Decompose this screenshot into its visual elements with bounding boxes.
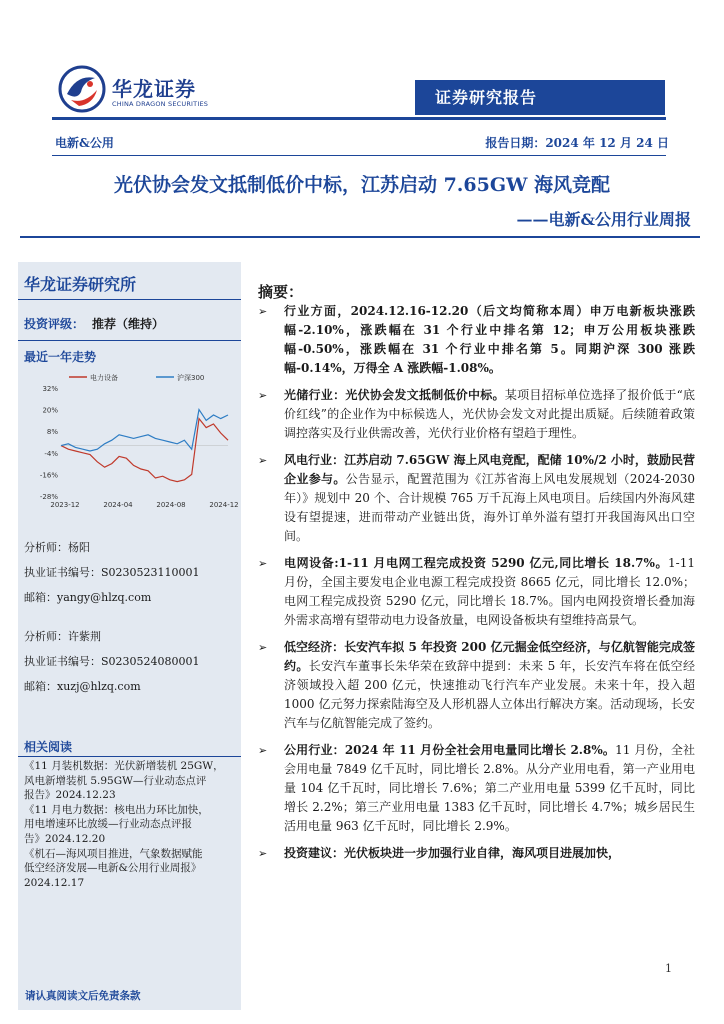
logo-cn-text: 华龙证券 [112,77,196,101]
x-tick-label: 2023-12 [50,501,80,509]
sector-label: 电新&公用 [55,136,114,150]
report-title: 光伏协会发文抵制低价中标，江苏启动 7.65GW 海风竞配 [113,174,611,196]
summary-item-bold: 行业方面，2024.12.16-12.20（后文均简称本周）申万电新板块涨跌幅-2.10%，涨跌幅在 31 个行业中排名第 12；申万公用板块涨跌幅-0.50%，涨跌幅在 31 个行业中排名第 5。同期沪深 300 涨跌幅-0.14%，万得全 A 涨跌幅-1.08%。 [284,304,695,375]
x-tick-label: 2024-04 [103,501,133,509]
report-date: 报告日期：2024 年 12 月 24 日 [485,136,669,150]
related-line[interactable]: 《机石—海风项目推进，气象数据赋能 [24,847,203,860]
summary-item [258,741,695,836]
arrow-bullet-icon: ➢ [258,557,268,570]
arrow-bullet-icon: ➢ [258,847,268,860]
summary-item-bold: 公用行业：2024 年 11 月份全社会用电量同比增长 2.8%。 [284,743,616,757]
report-type-banner: 证券研究报告 [415,80,665,115]
y-tick-label: -16% [39,471,58,480]
sidebar-divider [18,756,241,757]
report-subtitle: ——电新&公用行业周报 [516,210,691,229]
summary-item-bold: 电网设备:1-11 月电网工程完成投资 5290 亿元,同比增长 18.7%。 [284,556,669,570]
related-line[interactable]: 用电增速环比放缓—行业动态点评报 [24,818,192,831]
arrow-bullet-icon: ➢ [258,454,268,467]
y-tick-label: 32% [42,385,58,393]
summary-item [258,302,695,378]
y-tick-label: 8% [46,428,58,437]
sidebar-divider [18,340,241,341]
related-reading-label: 相关阅读 [24,740,73,754]
disclaimer-note: 请认真阅读文后免责条款 [25,990,141,1002]
x-tick-label: 2024-08 [156,501,186,509]
analyst-name: 分析师：杨阳 [24,541,90,554]
summary-item-text: 公告显示，配置范围为《江苏省海上风电发展规划（2024-2030 年）》规划中 20 个、合计规模 765 万千瓦海上风电项目。后续国内外海风建设有望提速，进而带动产业链出货，海外订单外溢有望打开我国海风出口空间。 [284,472,695,543]
related-reading-list [24,759,236,890]
analyst-cert: 执业证书编号：S0230524080001 [24,655,200,668]
related-line[interactable]: 2024.12.17 [24,876,85,889]
related-line[interactable]: 报告》2024.12.23 [24,789,116,802]
summary-item-bold: 光储行业：光伏协会发文抵制低价中标。 [284,388,505,402]
summary-item [258,554,695,630]
company-logo [57,64,217,114]
related-line[interactable]: 《11 月电力数据：核电出力环比加快， [24,803,209,816]
summary-item-bold: 风电行业：江苏启动 7.65GW 海上风电竞配，配储 10%/2 小时，鼓励民营企业参与。 [284,453,695,486]
arrow-bullet-icon: ➢ [258,641,268,654]
arrow-bullet-icon: ➢ [258,305,268,318]
summary-item-text: 长安汽车董事长朱华荣在致辞中提到：未来 5 年，长安汽车将在低空经济领域投入超 200 亿元，快速推动飞行汽车产业发展。未来十年，投入超 1000 亿元努力探索陆海空及人形机器人立体出行解决方案。活动现场，长安汽车与亿航智能完成了签约。 [284,659,695,730]
logo-en-text: CHINA DRAGON SECURITIES [112,100,209,108]
summary-item [258,844,695,863]
thin-divider [52,155,666,156]
related-line[interactable]: 低空经济发展—电新&公用行业周报》 [24,862,202,875]
header-divider [52,117,666,120]
page-number: 1 [665,962,672,975]
summary-item-text: 1-11 月份，全国主要发电企业电源工程完成投资 8665 亿元，同比增长 12.0%；电网工程完成投资 5290 亿元，同比增长 18.7%。国内电网投资增长叠加海外需求高增有望带动电力设备放量，电网设备板块有望维持高景气。 [284,556,695,627]
title-divider [20,236,700,238]
rating-row [24,315,164,332]
rating-label: 投资评级： [24,317,85,331]
institute-name: 华龙证券研究所 [24,275,137,294]
summary-item [258,638,695,733]
legend-label: 电力设备 [90,374,118,382]
summary-item-bold: 低空经济：长安汽车拟 5 年投资 200 亿元掘金低空经济，与亿航智能完成签约。 [284,640,695,673]
y-tick-label: -4% [44,449,58,458]
summary-item-text: 11 月份，全社会用电量 7849 亿千瓦时，同比增长 2.8%。从分产业用电看，第一产业用电量 104 亿千瓦时，同比增长 7.6%；第二产业用电量 5399 亿千瓦时，同比增长 2.2%；第三产业用电量 1383 亿千瓦时，同比增长 4.7%；城乡居民生活用电量 963 亿千瓦时，同比增长 2.9%。 [284,743,695,833]
series-line [61,410,228,451]
arrow-bullet-icon: ➢ [258,744,268,757]
analyst-name: 分析师：许紫荆 [24,630,101,643]
related-line[interactable]: 告》2024.12.20 [24,832,106,845]
trend-label: 最近一年走势 [24,350,97,364]
analyst-email[interactable]: 邮箱：yangy@hlzq.com [24,591,152,604]
summary-list [258,302,695,871]
dragon-logo-icon [57,64,107,114]
summary-item [258,451,695,546]
summary-item-bold: 投资建议：光伏板块进一步加强行业自律，海风项目进展加快， [284,846,621,860]
rating-value: 推荐（维持） [92,317,165,331]
legend-label: 沪深300 [177,374,205,382]
related-line[interactable]: 风电新增装机 5.95GW—行业动态点评 [24,774,207,787]
trend-line-chart [23,370,239,512]
sidebar-divider [18,299,241,300]
y-tick-label: -28% [39,493,58,501]
summary-heading: 摘要： [258,283,304,301]
analyst-email[interactable]: 邮箱：xuzj@hlzq.com [24,680,141,693]
summary-item-text: 某项目招标单位选择了报价低于“底价红线”的企业作为中标候选人，光伏协会发文对此提出质疑。后续随着政策调控落实及行业供需改善，光伏行业价格有望趋于理性。 [284,388,695,440]
related-line[interactable]: 《11 月装机数据：光伏新增装机 25GW， [24,760,224,772]
x-tick-label: 2024-12 [209,501,239,509]
summary-item [258,386,695,443]
y-tick-label: 20% [42,406,58,415]
sidebar-panel [18,262,241,1010]
analyst-cert: 执业证书编号：S0230523110001 [24,566,200,579]
arrow-bullet-icon: ➢ [258,389,268,402]
